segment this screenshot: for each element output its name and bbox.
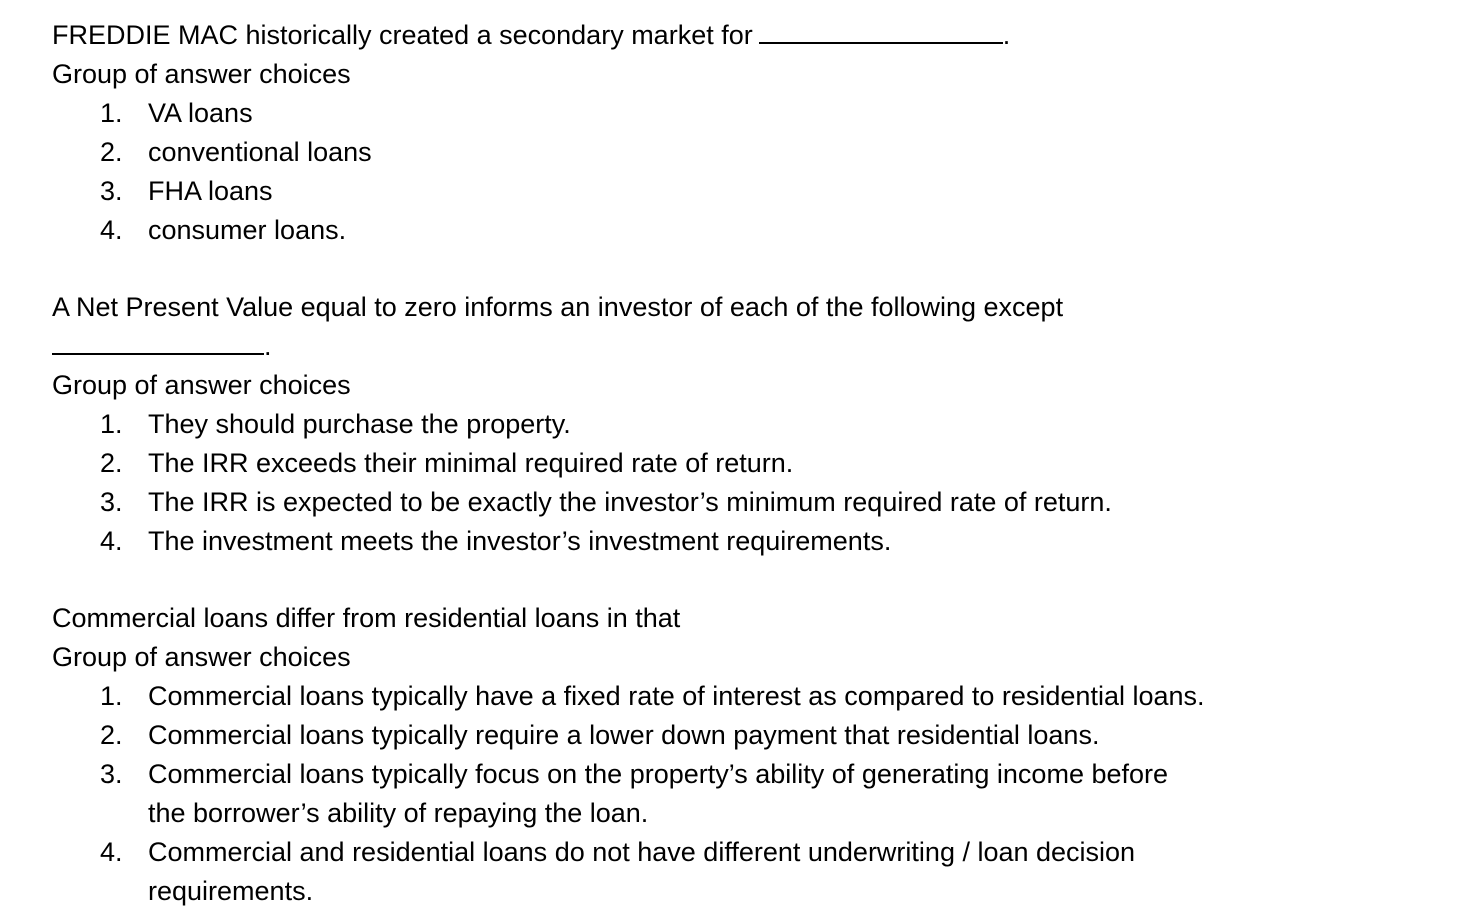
choice-text-continued: the borrower’s ability of repaying the loan. (148, 798, 649, 828)
choice-number: 3. (100, 176, 123, 206)
choice-number: 4. (100, 526, 123, 556)
question-2-blank (52, 329, 264, 355)
question-1-blank (759, 18, 1003, 44)
choice-text: FHA loans (148, 176, 273, 206)
choice-text: VA loans (148, 98, 253, 128)
choice-number: 4. (100, 215, 123, 245)
question-2-choices (52, 405, 1452, 561)
choice-text: Commercial loans typically require a lower down payment that residential loans. (148, 720, 1100, 750)
question-1-choice-1 (52, 94, 1452, 133)
question-3-choices (52, 677, 1452, 911)
choice-number: 2. (100, 720, 123, 750)
choice-text: The investment meets the investor’s investment requirements. (148, 526, 892, 556)
choice-number: 1. (100, 681, 123, 711)
question-2-choice-1 (52, 405, 1452, 444)
question-1-group-label: Group of answer choices (52, 59, 351, 89)
choice-text: They should purchase the property. (148, 409, 571, 439)
question-1-choice-2 (52, 133, 1452, 172)
choice-text: conventional loans (148, 137, 372, 167)
question-2-blank-line (52, 327, 1452, 366)
spacer (52, 561, 1452, 599)
question-3-choice-2 (52, 716, 1452, 755)
question-3-group-label: Group of answer choices (52, 642, 351, 672)
question-3-choice-3 (52, 755, 1452, 833)
question-2-choice-3 (52, 483, 1452, 522)
question-1-prompt: FREDDIE MAC historically created a secondary market for (52, 20, 753, 50)
question-2-blank-suffix: . (264, 331, 272, 361)
choice-number: 1. (100, 98, 123, 128)
choice-number: 4. (100, 837, 123, 867)
question-1-choices (52, 94, 1452, 250)
document (52, 16, 1452, 911)
question-2-prompt: A Net Present Value equal to zero informs an investor of each of the following except (52, 292, 1064, 322)
question-1-choice-4 (52, 211, 1452, 250)
choice-number: 3. (100, 759, 123, 789)
question-3-choice-4 (52, 833, 1452, 911)
question-3-prompt: Commercial loans differ from residential loans in that (52, 603, 681, 633)
question-1-blank-suffix: . (1002, 20, 1011, 50)
choice-number: 2. (100, 137, 123, 167)
choice-text-continued: requirements. (148, 876, 314, 906)
question-1-choice-3 (52, 172, 1452, 211)
choice-text: consumer loans. (148, 215, 347, 245)
choice-text: Commercial loans typically have a fixed rate of interest as compared to residential loans. (148, 681, 1205, 711)
choice-number: 2. (100, 448, 123, 478)
spacer (52, 250, 1452, 288)
question-1-prompt-line (52, 16, 1452, 55)
choice-text: The IRR exceeds their minimal required rate of return. (148, 448, 794, 478)
question-3 (52, 599, 1452, 911)
question-3-choice-1 (52, 677, 1452, 716)
choice-text: Commercial loans typically focus on the property’s ability of generating income before (148, 759, 1169, 789)
question-2-choice-4 (52, 522, 1452, 561)
choice-text: The IRR is expected to be exactly the investor’s minimum required rate of return. (148, 487, 1112, 517)
choice-number: 1. (100, 409, 123, 439)
question-1 (52, 16, 1452, 250)
question-2-choice-2 (52, 444, 1452, 483)
question-2-group-label: Group of answer choices (52, 370, 351, 400)
choice-text: Commercial and residential loans do not have different underwriting / loan decision (148, 837, 1136, 867)
choice-number: 3. (100, 487, 123, 517)
question-2 (52, 288, 1452, 561)
